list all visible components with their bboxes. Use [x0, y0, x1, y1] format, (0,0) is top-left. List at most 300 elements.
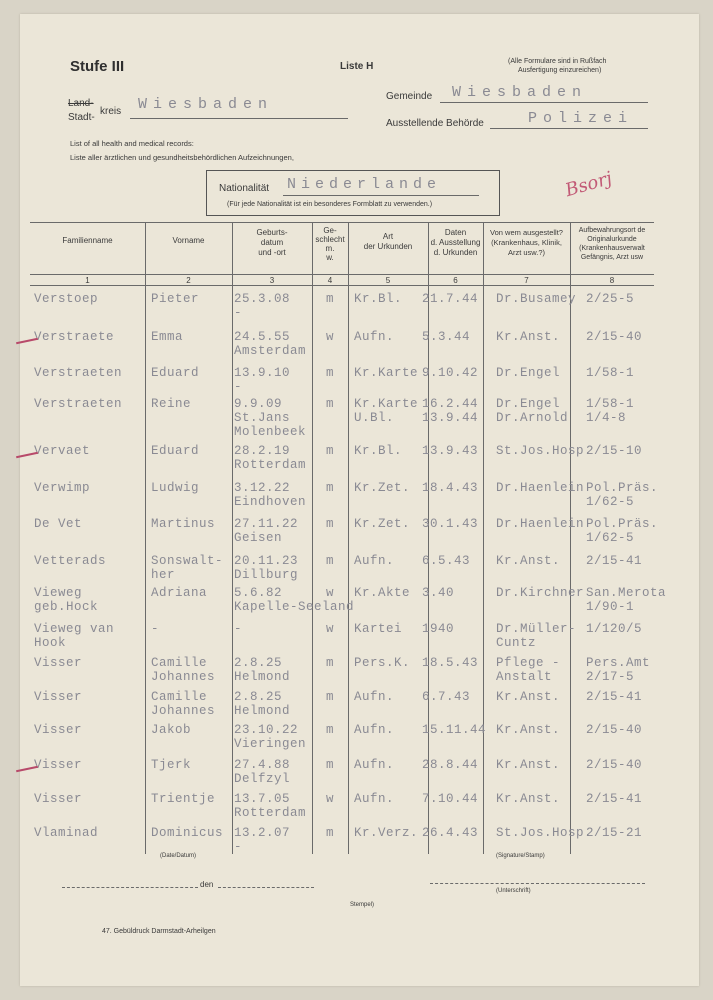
cell-geburt	[234, 554, 298, 582]
cell-aufbewahrungsort	[586, 330, 642, 344]
cell-vorname-line: Dominicus	[151, 826, 224, 840]
cell-von-wem	[496, 366, 560, 380]
col-number-5: 5	[385, 276, 391, 285]
cell-vorname-line: Camille	[151, 656, 208, 670]
col-header-5: Art der Urkunden	[363, 232, 413, 251]
cell-geburt	[234, 292, 290, 320]
cell-vorname-line: Eduard	[151, 444, 200, 458]
cell-geburt-line: Molenbeek	[234, 425, 307, 439]
cell-vorname-line: Johannes	[151, 670, 216, 684]
cell-art-line: Aufn.	[354, 554, 395, 568]
cell-art-line: Kr.Zet.	[354, 481, 411, 495]
cell-art-line: Kr.Bl.	[354, 444, 403, 458]
table-row	[20, 723, 699, 763]
cell-vorname-line: Tjerk	[151, 758, 192, 772]
cell-geschlecht	[326, 397, 334, 411]
cell-vorname-line: Sonswalt-	[151, 554, 224, 568]
cell-datum-line: 6.5.43	[422, 554, 471, 568]
den-line	[218, 887, 314, 888]
cell-geschlecht	[326, 656, 334, 670]
col-header-1: Familienname	[62, 236, 113, 245]
cell-von-wem	[496, 586, 584, 600]
cell-aufbewahrungsort	[586, 586, 666, 614]
cell-aufbewahrungsort	[586, 397, 634, 425]
cell-datum-line: 7.10.44	[422, 792, 479, 806]
cell-familienname-line: Vlaminad	[34, 826, 99, 840]
cell-aufbewahrungsort-line: 1/120/5	[586, 622, 643, 636]
cell-datum-line: 16.2.44	[422, 397, 479, 411]
cell-geburt-line: 25.3.08	[234, 292, 291, 306]
gemeinde-label: Gemeinde	[386, 91, 433, 102]
table-row	[20, 397, 699, 437]
cell-datum-line: 5.3.44	[422, 330, 471, 344]
cell-aufbewahrungsort-line: 2/15-40	[586, 758, 643, 772]
cell-geburt-line: 13.9.10	[234, 366, 291, 380]
cell-datum	[422, 397, 478, 425]
cell-geschlecht-line: w	[326, 586, 335, 600]
cell-datum-line: 9.10.42	[422, 366, 479, 380]
cell-vorname	[151, 758, 191, 772]
col-header-3: Geburts- datum und -ort	[256, 228, 288, 257]
cell-vorname-line: Eduard	[151, 366, 200, 380]
cell-von-wem-line: Dr.Haenlein	[496, 517, 585, 531]
cell-geburt-line: 2.8.25	[234, 656, 283, 670]
cell-aufbewahrungsort	[586, 554, 642, 568]
cell-geburt-line: 2.8.25	[234, 690, 283, 704]
cell-familienname	[34, 792, 82, 806]
cell-art	[354, 444, 402, 458]
cell-art-line: Aufn.	[354, 792, 395, 806]
cell-geburt	[234, 586, 354, 614]
cell-geburt	[234, 622, 242, 636]
table-row	[20, 292, 699, 332]
table-row	[20, 481, 699, 521]
cell-datum-line: 30.1.43	[422, 517, 479, 531]
cell-geschlecht-line: m	[326, 397, 335, 411]
cell-datum	[422, 330, 470, 344]
cell-geschlecht-line: m	[326, 723, 335, 737]
cell-familienname-line: Visser	[34, 792, 83, 806]
cell-familienname-line: Vieweg van	[34, 622, 115, 636]
cell-geburt-line: Rotterdam	[234, 458, 307, 472]
cell-aufbewahrungsort	[586, 517, 658, 545]
cell-aufbewahrungsort	[586, 292, 634, 306]
cell-vorname	[151, 481, 199, 495]
cell-familienname-line: Hook	[34, 636, 67, 650]
cell-von-wem-line: St.Jos.Hosp.	[496, 826, 593, 840]
cell-von-wem	[496, 622, 576, 650]
cell-datum	[422, 690, 470, 704]
cell-geschlecht	[326, 330, 334, 344]
land-label: Land-	[68, 98, 94, 109]
cell-geburt	[234, 366, 290, 394]
cell-von-wem-line: Dr.Kirchner	[496, 586, 585, 600]
cell-aufbewahrungsort-line: San.Merota	[586, 586, 667, 600]
cell-familienname-line: Verwimp	[34, 481, 91, 495]
cell-datum-line: 28.8.44	[422, 758, 479, 772]
cell-geburt	[234, 690, 290, 718]
cell-aufbewahrungsort	[586, 826, 642, 840]
cell-vorname-line: Emma	[151, 330, 184, 344]
cell-von-wem	[496, 517, 584, 531]
cell-geschlecht-line: m	[326, 758, 335, 772]
cell-geschlecht	[326, 792, 334, 806]
cell-art	[354, 292, 402, 306]
cell-aufbewahrungsort-line: 1/4-8	[586, 411, 627, 425]
cell-familienname-line: Vetterads	[34, 554, 107, 568]
cell-datum	[422, 444, 478, 458]
cell-vorname	[151, 292, 199, 306]
cell-von-wem-line: Dr.Haenlein	[496, 481, 585, 495]
col-number-8: 8	[609, 276, 615, 285]
cell-datum-line: 18.4.43	[422, 481, 479, 495]
cell-geschlecht	[326, 622, 334, 636]
cell-datum-line: 6.7.43	[422, 690, 471, 704]
cell-familienname	[34, 366, 122, 380]
cell-geburt-line: 13.7.05	[234, 792, 291, 806]
col-header-8: Aufbewahrungsort de Originalurkunde (Krankenhausverwalt Gefängnis, Arzt usw	[578, 227, 646, 261]
cell-datum	[422, 554, 470, 568]
cell-von-wem-line: Pflege -	[496, 656, 561, 670]
cell-familienname-line: Visser	[34, 758, 83, 772]
cell-vorname	[151, 517, 215, 531]
cell-datum	[422, 366, 478, 380]
cell-von-wem	[496, 554, 560, 568]
cell-geschlecht	[326, 554, 334, 568]
cell-geburt	[234, 758, 290, 786]
cell-aufbewahrungsort	[586, 792, 642, 806]
cell-geschlecht-line: m	[326, 656, 335, 670]
cell-datum	[422, 792, 478, 806]
cell-von-wem	[496, 397, 568, 425]
date-line	[62, 887, 198, 888]
table-row	[20, 826, 699, 866]
cell-von-wem	[496, 330, 560, 344]
cell-von-wem-line: Kr.Anst.	[496, 690, 561, 704]
cell-aufbewahrungsort-line: 1/62-5	[586, 495, 635, 509]
cell-vorname-line: her	[151, 568, 176, 582]
cell-familienname	[34, 292, 98, 306]
table-row	[20, 330, 699, 370]
printer-imprint: 47. Gebüldruck Darmstadt-Arheilgen	[102, 928, 216, 935]
table-row	[20, 444, 699, 484]
cell-geburt	[234, 826, 290, 854]
cell-familienname	[34, 554, 106, 568]
cell-aufbewahrungsort-line: 2/17-5	[586, 670, 635, 684]
cell-geburt-line: 27.11.22	[234, 517, 299, 531]
cell-geburt-line: Vieringen	[234, 737, 307, 751]
cell-geschlecht-line: w	[326, 622, 335, 636]
cell-von-wem-line: Dr.Engel	[496, 397, 561, 411]
cell-familienname-line: geb.Hock	[34, 600, 99, 614]
cell-geschlecht	[326, 690, 334, 704]
cell-datum	[422, 517, 478, 531]
cell-aufbewahrungsort	[586, 723, 642, 737]
stufe-title: Stufe III	[70, 58, 125, 75]
cell-vorname	[151, 826, 223, 840]
cell-familienname	[34, 826, 98, 840]
cell-familienname	[34, 656, 82, 670]
cell-geburt-line: 9.9.09	[234, 397, 283, 411]
cell-von-wem-line: Dr.Engel	[496, 366, 561, 380]
nationalitaet-note: (Für jede Nationalität ist ein besonderes Formblatt zu verwenden.)	[227, 201, 433, 208]
cell-datum-line: 21.7.44	[422, 292, 479, 306]
cell-art	[354, 517, 410, 531]
cell-aufbewahrungsort-line: 2/15-21	[586, 826, 643, 840]
form-note-1: (Alle Formulare sind in Rußfach	[508, 58, 607, 65]
cell-vorname-line: Camille	[151, 690, 208, 704]
cell-art-line: Kr.Akte	[354, 586, 411, 600]
liste-title: Liste H	[340, 61, 374, 72]
cell-datum	[422, 292, 478, 306]
cell-geschlecht-line: m	[326, 292, 335, 306]
cell-vorname	[151, 792, 215, 806]
cell-geburt-line: -	[234, 380, 243, 394]
cell-art	[354, 826, 418, 840]
col-header-4: Ge- schlecht m. w.	[315, 226, 345, 262]
cell-geschlecht	[326, 366, 334, 380]
cell-geburt-line: Amsterdam	[234, 344, 307, 358]
cell-geburt-line: Kapelle-Seeland	[234, 600, 355, 614]
cell-von-wem	[496, 481, 584, 495]
cell-art-line: Aufn.	[354, 330, 395, 344]
cell-vorname	[151, 330, 183, 344]
cell-von-wem-line: Dr.Busamey	[496, 292, 577, 306]
cell-geschlecht-line: m	[326, 444, 335, 458]
cell-aufbewahrungsort-line: 2/15-40	[586, 330, 643, 344]
cell-aufbewahrungsort	[586, 444, 642, 458]
cell-datum-line: 1940	[422, 622, 455, 636]
cell-aufbewahrungsort-line: Pol.Präs.	[586, 517, 659, 531]
signature-line	[430, 883, 645, 884]
cell-geschlecht	[326, 826, 334, 840]
col-number-7: 7	[524, 276, 529, 285]
cell-art-line: Kr.Verz.	[354, 826, 419, 840]
cell-datum	[422, 622, 454, 636]
cell-vorname-line: Pieter	[151, 292, 200, 306]
cell-familienname-line: Verstraeten	[34, 397, 123, 411]
cell-familienname-line: Verstraete	[34, 330, 115, 344]
cell-von-wem	[496, 826, 592, 840]
unterschrift-label: (Unterschrift)	[496, 888, 531, 894]
cell-geschlecht	[326, 444, 334, 458]
cell-von-wem-line: Dr.Müller-	[496, 622, 577, 636]
cell-geschlecht-line: m	[326, 481, 335, 495]
kreis-label: kreis	[100, 106, 122, 117]
stempel-label: Stempel)	[350, 902, 375, 908]
cell-geburt	[234, 444, 306, 472]
cell-geschlecht-line: m	[326, 517, 335, 531]
cell-geschlecht-line: m	[326, 826, 335, 840]
cell-von-wem	[496, 723, 560, 737]
cell-familienname-line: De Vet	[34, 517, 83, 531]
cell-geburt-line: 27.4.88	[234, 758, 291, 772]
cell-von-wem-line: Anstalt	[496, 670, 553, 684]
cell-geburt-line: -	[234, 306, 243, 320]
cell-vorname	[151, 656, 215, 684]
behoerde-label: Ausstellende Behörde	[386, 118, 484, 129]
cell-vorname-line: Trientje	[151, 792, 216, 806]
cell-geburt-line: 20.11.23	[234, 554, 299, 568]
cell-geburt-line: -	[234, 840, 243, 854]
form-note-2: Ausfertigung einzureichen)	[518, 67, 602, 74]
cell-von-wem	[496, 758, 560, 772]
signature-label: (Signature/Stamp)	[496, 853, 545, 859]
cell-art-line: Kr.Karte	[354, 366, 419, 380]
cell-familienname-line: Visser	[34, 656, 83, 670]
cell-datum	[422, 723, 486, 737]
cell-vorname	[151, 366, 199, 380]
cell-datum	[422, 586, 454, 600]
cell-vorname	[151, 554, 223, 582]
cell-art	[354, 330, 394, 344]
cell-aufbewahrungsort-line: 2/15-10	[586, 444, 643, 458]
cell-geburt-line: 5.6.82	[234, 586, 283, 600]
cell-geschlecht	[326, 517, 334, 531]
cell-vorname-line: Reine	[151, 397, 192, 411]
cell-vorname-line: Jakob	[151, 723, 192, 737]
cell-aufbewahrungsort-line: 2/15-41	[586, 690, 643, 704]
cell-art-line: U.Bl.	[354, 411, 395, 425]
cell-vorname	[151, 690, 215, 718]
cell-datum-line: 13.9.43	[422, 444, 479, 458]
cell-aufbewahrungsort-line: Pol.Präs.	[586, 481, 659, 495]
cell-art	[354, 481, 410, 495]
cell-geburt-line: Eindhoven	[234, 495, 307, 509]
cell-vorname-line: -	[151, 622, 160, 636]
table-body	[20, 14, 699, 986]
cell-von-wem	[496, 690, 560, 704]
cell-geburt-line: 23.10.22	[234, 723, 299, 737]
cell-familienname-line: Verstoep	[34, 292, 99, 306]
table-row	[20, 517, 699, 557]
cell-geburt-line: 24.5.55	[234, 330, 291, 344]
cell-vorname	[151, 723, 191, 737]
cell-von-wem-line: Dr.Arnold	[496, 411, 569, 425]
cell-familienname	[34, 723, 82, 737]
cell-familienname	[34, 481, 90, 495]
cell-von-wem-line: Kr.Anst.	[496, 758, 561, 772]
cell-vorname	[151, 397, 191, 411]
cell-familienname	[34, 517, 82, 531]
cell-geburt	[234, 656, 290, 684]
cell-art	[354, 397, 418, 425]
cell-von-wem-line: Kr.Anst.	[496, 330, 561, 344]
cell-datum-line: 13.9.44	[422, 411, 479, 425]
cell-aufbewahrungsort	[586, 656, 650, 684]
date-label: (Date/Datum)	[160, 853, 197, 859]
cell-geschlecht	[326, 723, 334, 737]
cell-geschlecht-line: w	[326, 792, 335, 806]
cell-art	[354, 622, 402, 636]
col-number-4: 4	[327, 276, 333, 285]
cell-art-line: Aufn.	[354, 723, 395, 737]
cell-familienname	[34, 397, 122, 411]
cell-von-wem-line: Cuntz	[496, 636, 537, 650]
cell-vorname-line: Martinus	[151, 517, 216, 531]
list-english: List of all health and medical records:	[70, 139, 194, 148]
cell-art	[354, 366, 418, 380]
cell-geburt-line: -	[234, 622, 243, 636]
cell-art-line: Kartei	[354, 622, 403, 636]
cell-geschlecht-line: w	[326, 330, 335, 344]
cell-aufbewahrungsort-line: 2/15-41	[586, 554, 643, 568]
cell-aufbewahrungsort-line: 1/58-1	[586, 366, 635, 380]
cell-aufbewahrungsort	[586, 690, 642, 704]
cell-von-wem	[496, 292, 576, 306]
gemeinde-value: Wiesbaden	[452, 84, 588, 101]
cell-geburt	[234, 792, 306, 820]
cell-geburt	[234, 481, 306, 509]
cell-geburt	[234, 517, 298, 545]
cell-geschlecht	[326, 481, 334, 495]
kreis-value: Wiesbaden	[138, 96, 274, 113]
cell-aufbewahrungsort	[586, 758, 642, 772]
cell-vorname	[151, 586, 207, 600]
cell-aufbewahrungsort-line: 1/90-1	[586, 600, 635, 614]
cell-geburt-line: Dillburg	[234, 568, 299, 582]
cell-familienname	[34, 758, 82, 772]
cell-geschlecht	[326, 586, 334, 600]
cell-aufbewahrungsort-line: 1/62-5	[586, 531, 635, 545]
cell-familienname	[34, 622, 114, 650]
cell-familienname	[34, 330, 114, 344]
cell-art-line: Kr.Karte	[354, 397, 419, 411]
cell-art	[354, 758, 394, 772]
cell-aufbewahrungsort-line: Pers.Amt	[586, 656, 651, 670]
cell-geburt	[234, 397, 306, 439]
cell-von-wem	[496, 656, 560, 684]
col-number-1: 1	[85, 276, 90, 285]
cell-datum-line: 15.11.44	[422, 723, 487, 737]
cell-art	[354, 586, 410, 600]
cell-vorname-line: Johannes	[151, 704, 216, 718]
cell-geschlecht-line: m	[326, 554, 335, 568]
cell-datum-line: 26.4.43	[422, 826, 479, 840]
col-header-7: Von wem ausgestellt? (Krankenhaus, Klinik, Arzt usw.?)	[490, 228, 563, 257]
cell-familienname	[34, 444, 90, 458]
cell-von-wem-line: Kr.Anst.	[496, 723, 561, 737]
cell-von-wem-line: St.Jos.Hosp.	[496, 444, 593, 458]
cell-familienname-line: Visser	[34, 723, 83, 737]
cell-vorname	[151, 622, 159, 636]
cell-geburt-line: Rotterdam	[234, 806, 307, 820]
cell-von-wem-line: Kr.Anst.	[496, 792, 561, 806]
cell-art	[354, 690, 394, 704]
cell-geburt-line: Delfzyl	[234, 772, 291, 786]
cell-aufbewahrungsort-line: 2/25-5	[586, 292, 635, 306]
cell-familienname	[34, 690, 82, 704]
cell-geburt-line: Helmond	[234, 704, 291, 718]
den-label: den	[200, 880, 214, 889]
cell-geschlecht	[326, 758, 334, 772]
cell-geburt	[234, 330, 306, 358]
cell-art	[354, 656, 410, 670]
col-header-6: Daten d. Ausstellung d. Urkunden	[430, 228, 481, 257]
cell-art-line: Kr.Zet.	[354, 517, 411, 531]
cell-geburt-line: Geisen	[234, 531, 283, 545]
cell-art-line: Aufn.	[354, 690, 395, 704]
cell-familienname	[34, 586, 98, 614]
cell-von-wem	[496, 444, 592, 458]
cell-art	[354, 792, 394, 806]
handwritten-annotation: Bsorj	[563, 167, 615, 202]
cell-aufbewahrungsort	[586, 366, 634, 380]
cell-aufbewahrungsort-line: 2/15-40	[586, 723, 643, 737]
list-german: Liste aller ärztlichen und gesundheitsbehördlichen Aufzeichnungen,	[70, 153, 294, 162]
cell-geschlecht	[326, 292, 334, 306]
cell-art	[354, 723, 394, 737]
